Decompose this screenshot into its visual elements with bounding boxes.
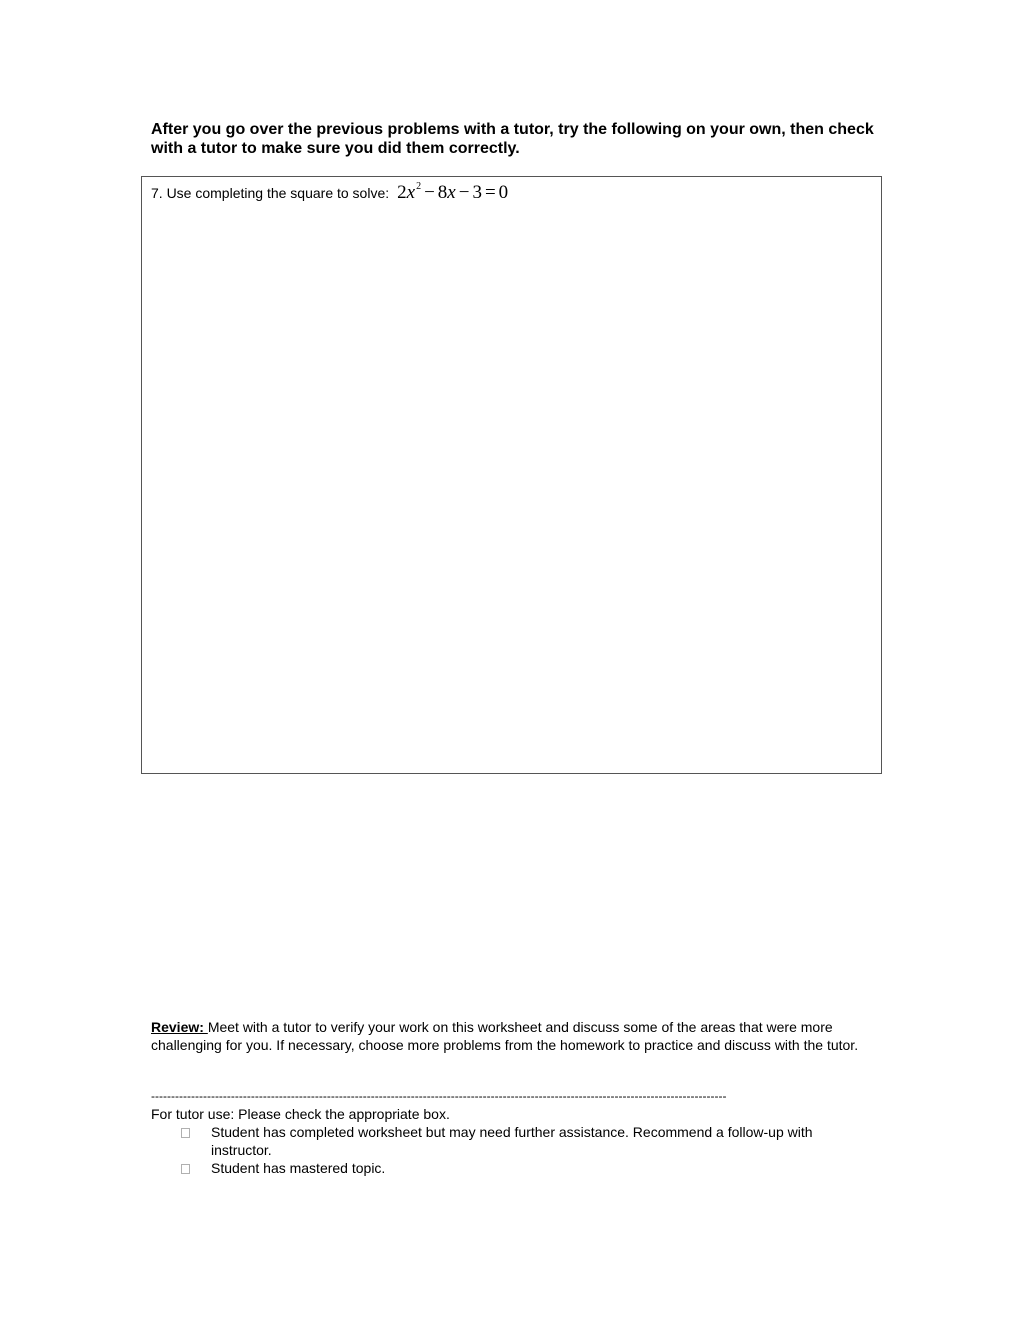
equation-rhs: 0	[498, 182, 509, 203]
checkbox-mastered[interactable]	[181, 1164, 190, 1174]
equation-exponent: 2	[416, 181, 422, 192]
problem-7-statement	[151, 181, 508, 204]
checkbox-needs-assistance[interactable]	[181, 1128, 190, 1138]
checklist-item-mastered	[181, 1159, 871, 1177]
tutor-use-prompt: For tutor use: Please check the appropriate box.	[151, 1106, 450, 1122]
quadratic-equation	[397, 181, 508, 204]
checklist-label-mastered: Student has mastered topic.	[211, 1160, 386, 1176]
problem-7-label: 7. Use completing the square to solve:	[151, 185, 390, 201]
review-section	[151, 1018, 871, 1054]
equation-equals: =	[484, 182, 496, 203]
instructions-heading: After you go over the previous problems with a tutor, try the following on your own, then check with a tutor to make sure you did them correctly.	[151, 121, 874, 157]
checklist-item-needs-assistance	[181, 1123, 871, 1159]
tutor-checklist	[181, 1123, 871, 1177]
checklist-label-needs-assistance: Student has completed worksheet but may need further assistance. Recommend a follow-up with instructor.	[211, 1124, 813, 1158]
equation-op-minus-2: −	[458, 182, 470, 203]
equation-coef-b: 8	[437, 182, 448, 203]
equation-constant: 3	[472, 182, 482, 203]
dashed-divider: ------------------------------------------------------------------------------------------------------------------------------------------------	[151, 1089, 727, 1103]
equation-coef-a: 2	[397, 182, 407, 203]
equation-variable-2: x	[447, 182, 456, 203]
review-text: Meet with a tutor to verify your work on this worksheet and discuss some of the areas that were more challenging for you. If necessary, choose more problems from the homework to practice and discuss with the tutor.	[151, 1019, 859, 1053]
equation-variable: x	[406, 182, 416, 203]
equation-op-minus-1: −	[424, 182, 435, 203]
review-label: Review:	[151, 1019, 208, 1035]
problem-7-work-area[interactable]	[141, 176, 882, 774]
